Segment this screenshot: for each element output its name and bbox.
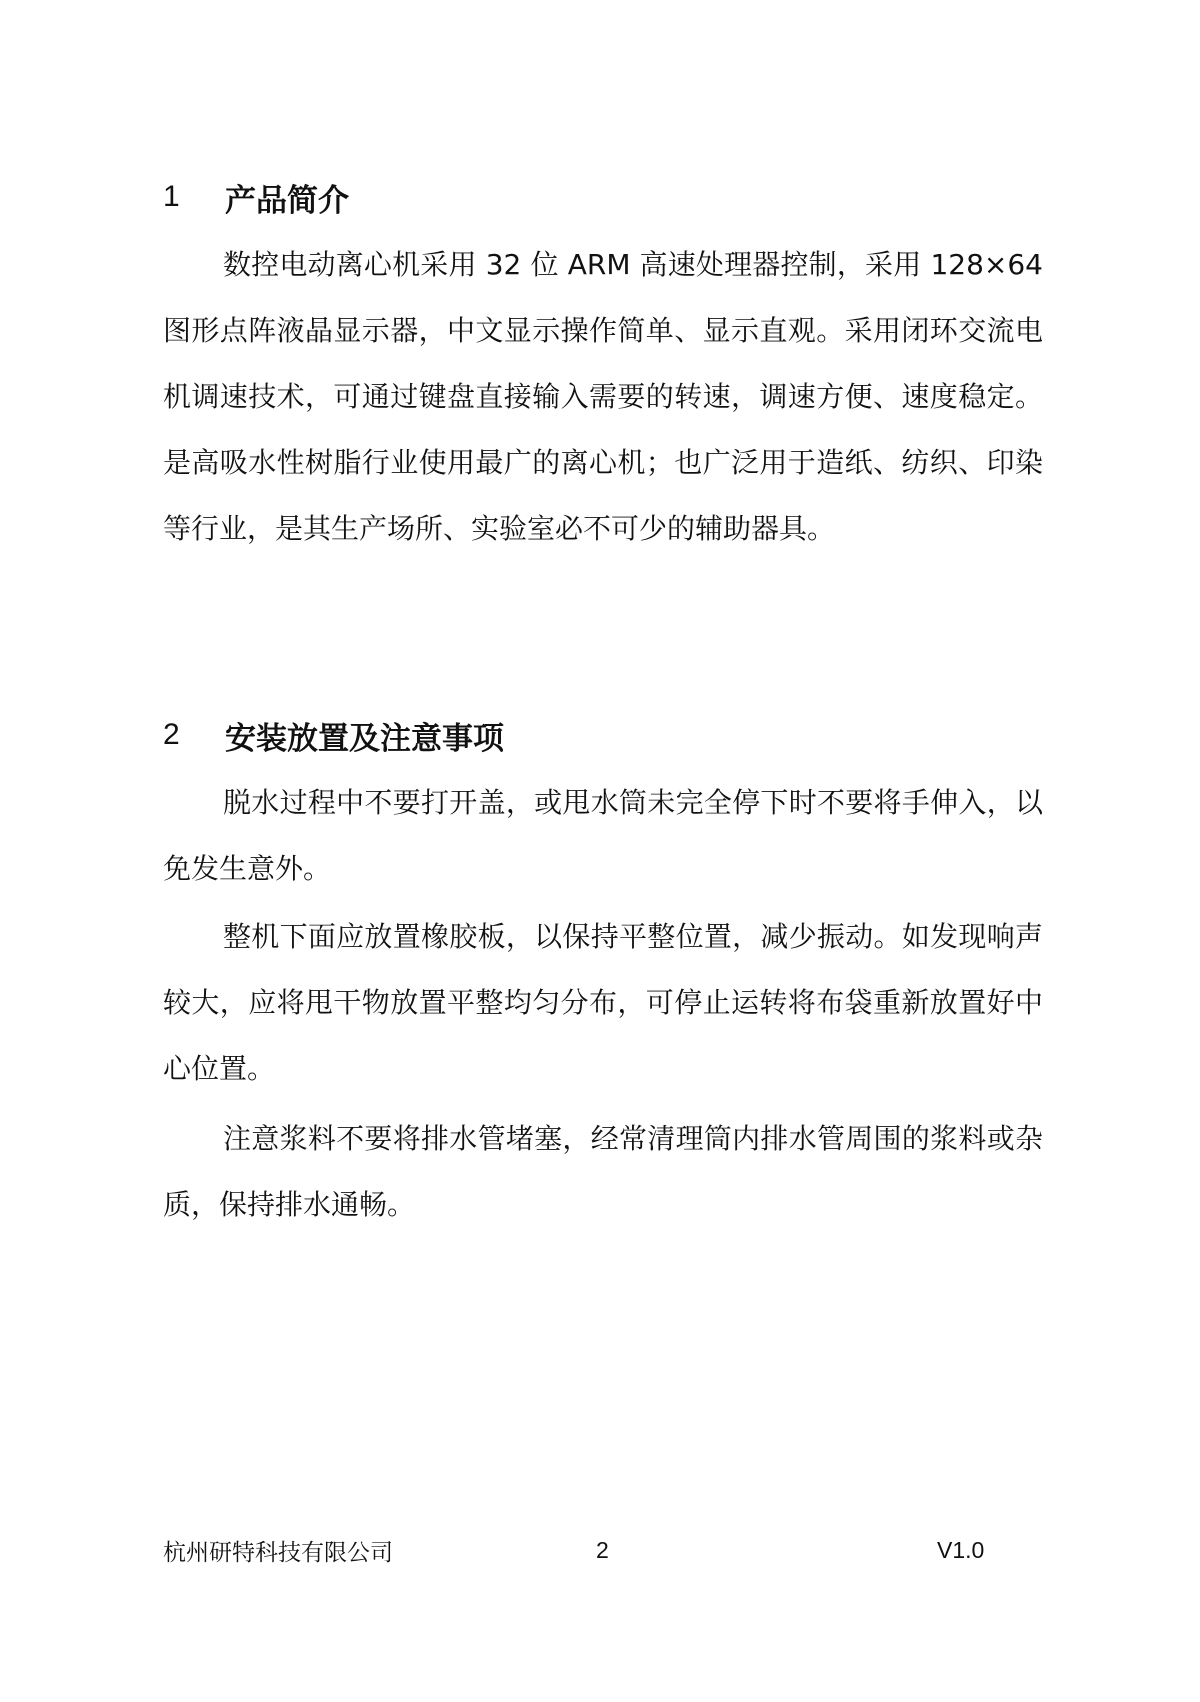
section-2-paragraph-1: 脱水过程中不要打开盖，或甩水筒未完全停下时不要将手伸入，以免发生意外。 (163, 786, 1043, 885)
section-title: 产品简介 (225, 182, 349, 219)
section-2-paragraph-2: 整机下面应放置橡胶板，以保持平整位置，减少振动。如发现响声较大，应将甩干物放置平整均匀分布，可停止运转将布袋重新放置好中心位置。 (163, 920, 1043, 1085)
section-2-paragraph-3: 注意浆料不要将排水管堵塞，经常清理筒内排水管周围的浆料或杂质，保持排水通畅。 (163, 1122, 1043, 1221)
section-number: 2 (163, 718, 180, 751)
section-2-heading (163, 710, 504, 760)
footer-version: V1.0 (937, 1536, 985, 1563)
section-title: 安装放置及注意事项 (225, 720, 504, 757)
section-1-heading (163, 172, 349, 222)
footer-page-number: 2 (596, 1536, 609, 1563)
section-1-paragraph-1: 数控电动离心机采用 32 位 ARM 高速处理器控制，采用 128×64 图形点阵液晶显示器，中文显示操作简单、显示直观。采用闭环交流电机调速技术，可通过键盘直接输入需要的转速，调速方便、速度稳定。是高吸水性树脂行业使用最广的离心机；也广泛用于造纸、纺织、印染等行业，是其生产场所、实验室必不可少的辅助器具。 (163, 248, 1043, 545)
footer-company: 杭州研特科技有限公司 (163, 1539, 393, 1566)
section-number: 1 (163, 180, 180, 213)
